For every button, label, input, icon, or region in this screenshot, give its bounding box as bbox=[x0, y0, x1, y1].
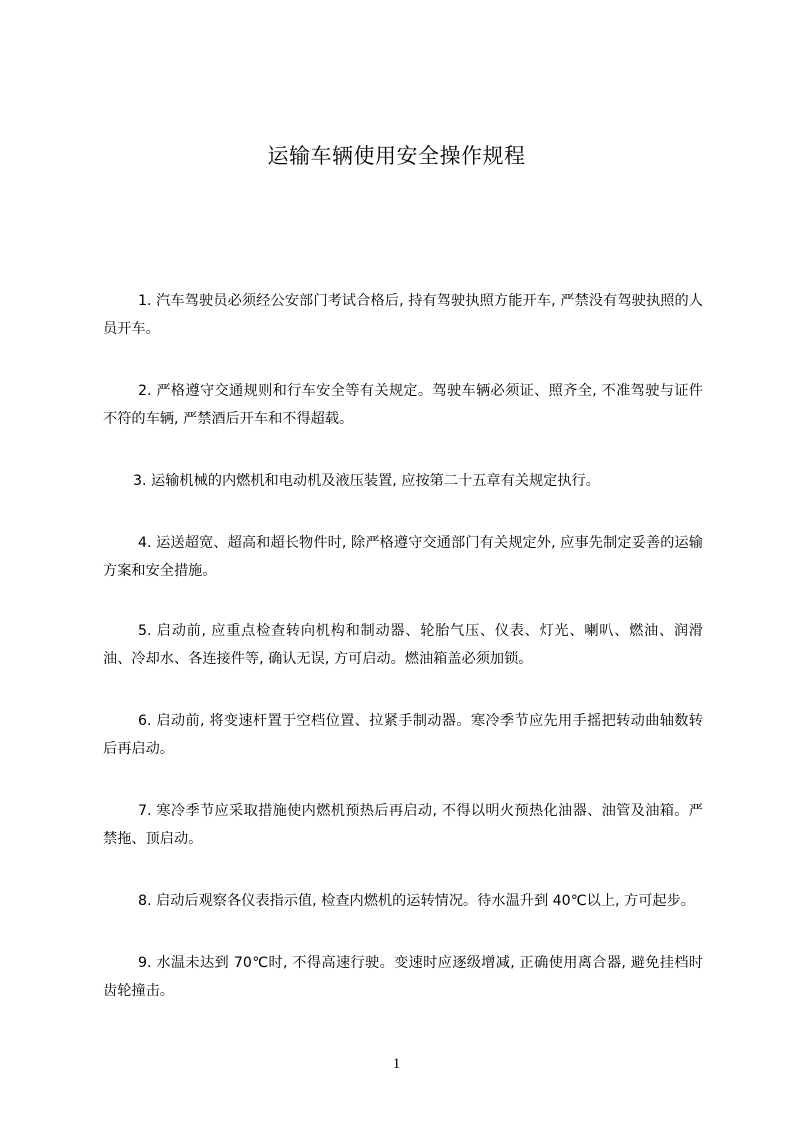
rule-paragraph-7: 7. 寒冷季节应采取措施使内燃机预热后再启动, 不得以明火预热化油器、油管及油箱。严禁拖、顶启动。 bbox=[103, 803, 703, 847]
rule-paragraph-6: 6. 启动前, 将变速杆置于空档位置、拉紧手制动器。寒冷季节应先用手摇把转动曲轴数转后再启动。 bbox=[103, 713, 703, 757]
rule-paragraph-5: 5. 启动前, 应重点检查转向机构和制动器、轮胎气压、仪表、灯光、喇叭、燃油、润滑油、冷却水、各连接件等, 确认无误, 方可启动。燃油箱盖必须加锁。 bbox=[103, 623, 703, 667]
page-number: 1 bbox=[392, 1056, 401, 1072]
rule-paragraph-1: 1. 汽车驾驶员必须经公安部门考试合格后, 持有驾驶执照方能开车, 严禁没有驾驶执照的人员开车。 bbox=[103, 293, 703, 337]
rule-paragraph-3: 3. 运输机械的内燃机和电动机及液压装置, 应按第二十五章有关规定执行。 bbox=[133, 473, 600, 489]
document-body bbox=[103, 287, 703, 1039]
rule-paragraph-4: 4. 运送超宽、超高和超长物件时, 除严格遵守交通部门有关规定外, 应事先制定妥善的运输方案和安全措施。 bbox=[103, 535, 703, 579]
rule-paragraph-2: 2. 严格遵守交通规则和行车安全等有关规定。驾驶车辆必须证、照齐全, 不准驾驶与证件不符的车辆, 严禁酒后开车和不得超载。 bbox=[103, 383, 703, 427]
document-title: 运输车辆使用安全操作规程 bbox=[267, 144, 526, 168]
rule-paragraph-9: 9. 水温未达到 70℃时, 不得高速行驶。变速时应逐级增减, 正确使用离合器, 避免挂档时齿轮撞击。 bbox=[103, 955, 703, 999]
rule-paragraph-8: 8. 启动后观察各仪表指示值, 检查内燃机的运转情况。待水温升到 40℃以上, 方可起步。 bbox=[138, 893, 695, 909]
